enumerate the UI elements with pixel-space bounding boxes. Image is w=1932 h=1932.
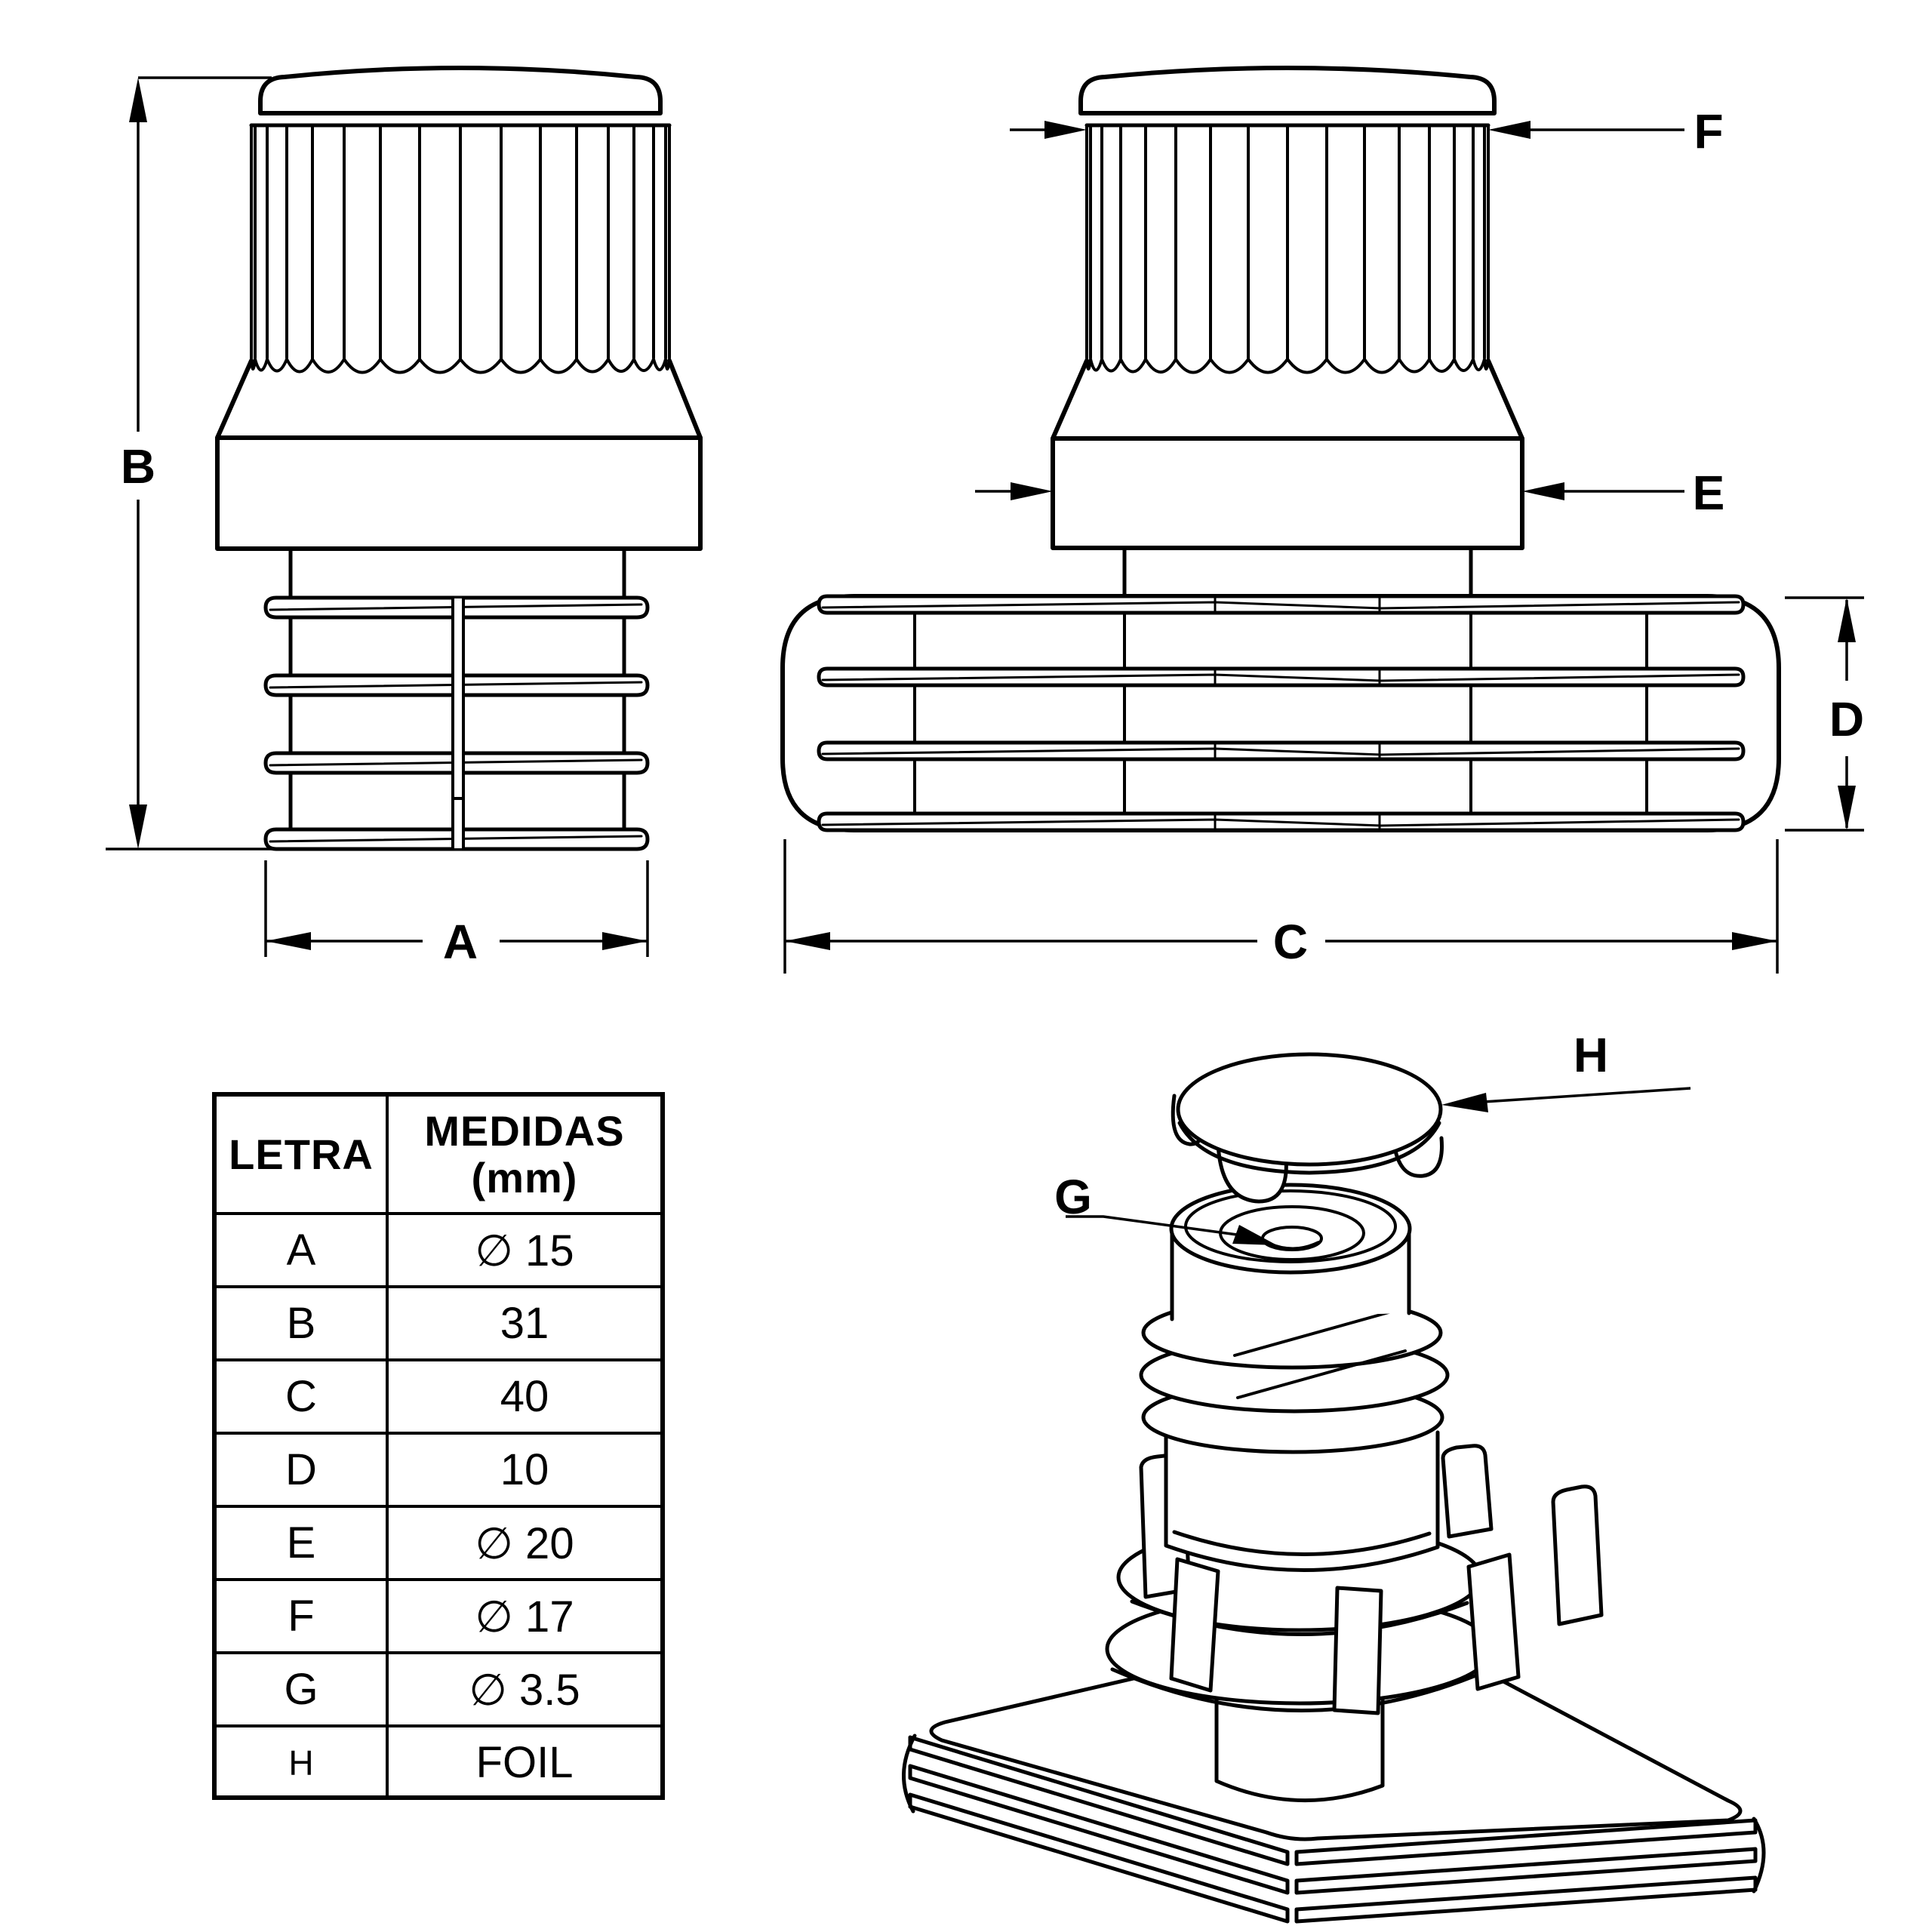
front-collar xyxy=(217,438,700,549)
row-g-value: ∅ 3.5 xyxy=(469,1665,580,1715)
dim-f-label: F xyxy=(1694,104,1724,158)
side-cap-top xyxy=(1081,68,1494,113)
row-e-letter: E xyxy=(286,1518,316,1567)
dim-b-arrow-up xyxy=(129,78,147,122)
row-e-value: ∅ 20 xyxy=(475,1518,574,1568)
foil-disc xyxy=(1178,1054,1441,1164)
table-row xyxy=(217,1724,660,1798)
dim-b-label: B xyxy=(120,439,156,494)
dim-e-arrow-left xyxy=(1011,482,1053,500)
dim-a-arrow-right xyxy=(602,932,648,950)
side-view xyxy=(783,68,1779,830)
callout-h-arrow xyxy=(1441,1093,1488,1112)
callout-h xyxy=(1441,1088,1690,1112)
side-knurl-scallop xyxy=(1087,359,1488,373)
side-base-outline xyxy=(783,596,1779,830)
dim-c-label: C xyxy=(1272,915,1309,969)
row-g-letter: G xyxy=(284,1665,318,1714)
front-knurl-scallop xyxy=(251,359,669,373)
front-view xyxy=(217,68,700,849)
row-h-value: FOIL xyxy=(475,1738,574,1787)
dim-c-arrow-right xyxy=(1732,932,1777,950)
dim-f-arrow-right xyxy=(1488,121,1531,139)
row-c-value: 40 xyxy=(500,1372,549,1421)
side-knurl-top-line xyxy=(1087,113,1488,125)
dim-a-arrow-left xyxy=(266,932,311,950)
table-row xyxy=(217,1651,660,1724)
front-shoulder xyxy=(217,361,700,438)
row-c-letter: C xyxy=(285,1372,317,1421)
table-row xyxy=(217,1212,660,1285)
iso-foil xyxy=(1173,1054,1441,1201)
side-neck xyxy=(1124,548,1471,596)
dim-d-arrow-down xyxy=(1838,786,1856,830)
front-knurl-top-line xyxy=(251,113,669,125)
spec-table-header-row xyxy=(217,1097,660,1212)
row-b-value: 31 xyxy=(500,1299,549,1348)
dim-d-arrow-up xyxy=(1838,598,1856,642)
side-collar xyxy=(1053,438,1522,548)
table-row xyxy=(217,1432,660,1505)
iso-view xyxy=(903,1054,1764,1921)
dim-a-label: A xyxy=(442,915,478,969)
dim-d-label: D xyxy=(1829,692,1865,746)
callout-h-line xyxy=(1484,1088,1690,1102)
spec-table-header-medidas xyxy=(389,1097,660,1212)
table-row xyxy=(217,1578,660,1651)
header-letra-text: LETRA xyxy=(229,1130,374,1178)
spec-table-header-letra xyxy=(217,1097,389,1212)
table-row xyxy=(217,1285,660,1358)
callout-g-label: G xyxy=(1054,1170,1092,1224)
dim-e-label: E xyxy=(1692,466,1725,520)
dim-f-arrow-left xyxy=(1044,121,1087,139)
table-row xyxy=(217,1505,660,1578)
front-knurl-ribs xyxy=(251,125,669,359)
row-h-letter: H xyxy=(288,1743,314,1783)
row-f-value: ∅ 17 xyxy=(475,1592,574,1641)
side-shoulder xyxy=(1053,361,1522,438)
callout-h-label: H xyxy=(1573,1028,1609,1082)
spec-table xyxy=(212,1092,665,1800)
iso-threads xyxy=(1141,1298,1447,1452)
row-a-value: ∅ 15 xyxy=(475,1226,574,1275)
dim-e-arrow-right xyxy=(1522,482,1564,500)
side-knurl-ribs xyxy=(1087,125,1488,359)
row-b-letter: B xyxy=(286,1299,316,1348)
dim-c-arrow-left xyxy=(785,932,830,950)
row-d-letter: D xyxy=(285,1445,317,1494)
header-mm-text: (mm) xyxy=(471,1153,578,1201)
table-row xyxy=(217,1358,660,1432)
row-f-letter: F xyxy=(288,1592,315,1641)
front-center-rib xyxy=(453,598,463,848)
row-d-value: 10 xyxy=(500,1445,549,1494)
dim-b-arrow-down xyxy=(129,804,147,849)
row-a-letter: A xyxy=(286,1226,316,1275)
front-cap-top xyxy=(260,68,660,113)
header-medidas-text: MEDIDAS xyxy=(424,1106,625,1155)
